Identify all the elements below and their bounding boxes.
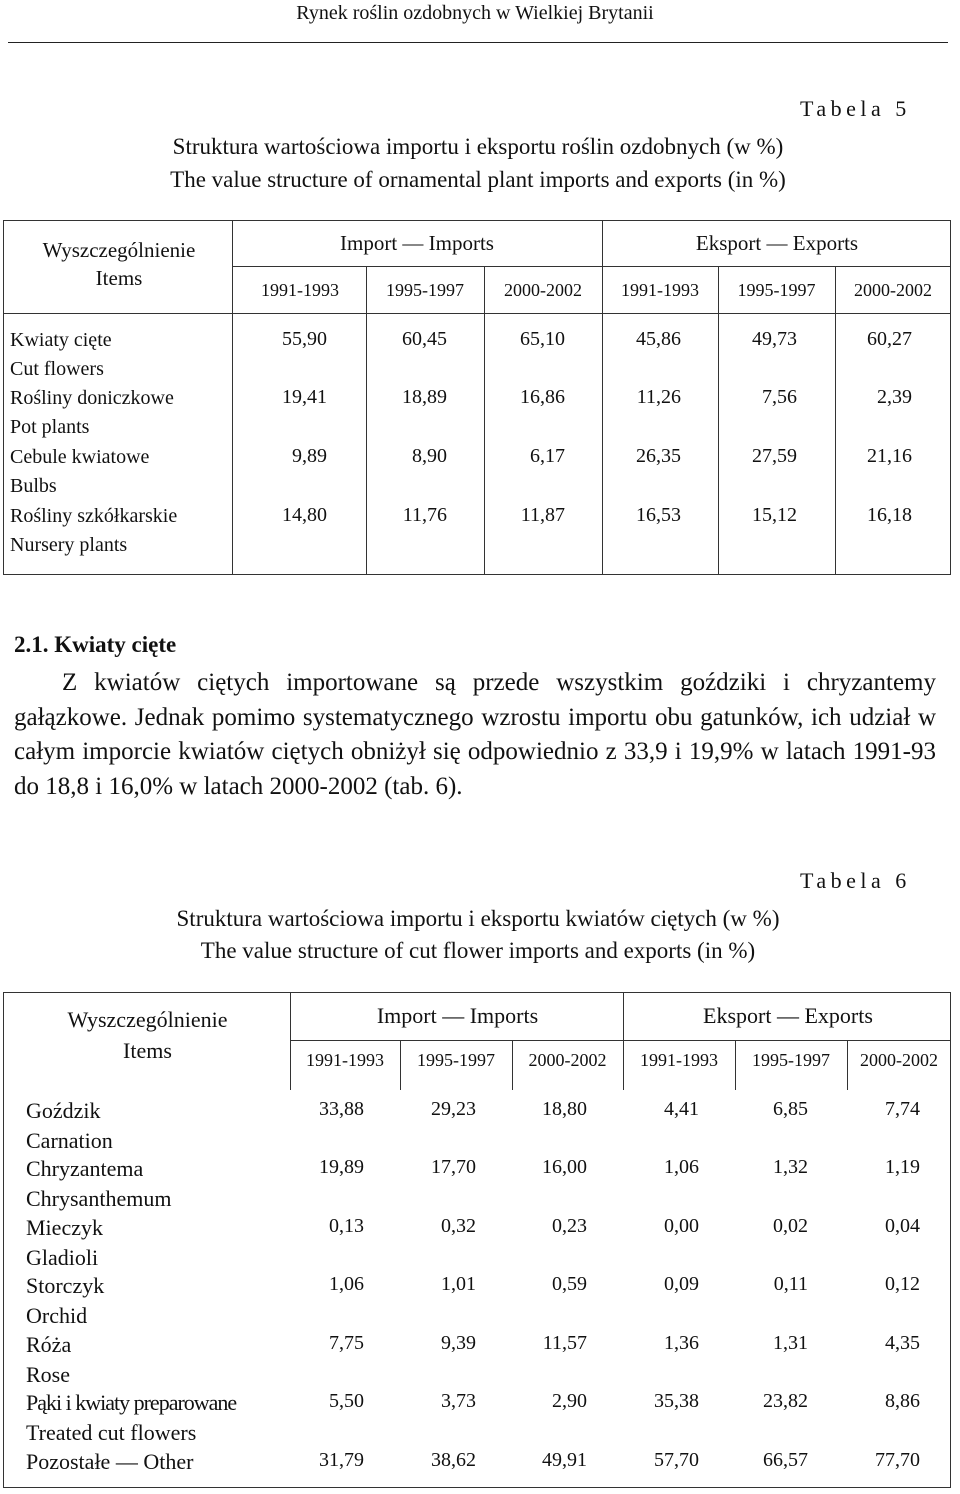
paragraph-text: Z kwiatów ciętych importowane są przede wszystkim goździki i chryzantemy gałązkowe. Jednak pomimo systematycznego wzrostu importu obu gatunków, ich udział w całym imporcie kwiatów ciętych obniżył się odpowiednio z 33,9 i 19,9% w latach 1991-93 do 18,8 i 16,0% w latach 2000-2002 (tab. 6). <box>14 669 936 800</box>
table5-cell: 16,53 <box>636 504 681 526</box>
table5-cell: 15,12 <box>752 504 797 526</box>
table6-cell: 0,32 <box>441 1215 476 1237</box>
table5-cell: 9,89 <box>292 445 327 467</box>
table5-cell: 49,73 <box>752 328 797 350</box>
table5-cell: 26,35 <box>636 445 681 467</box>
running-head: Rynek roślin ozdobnych w Wielkiej Brytanii <box>296 2 654 24</box>
table6-row-label-en: Orchid <box>26 1303 88 1328</box>
table5-row-label-pl: Cebule kwiatowe <box>10 446 150 468</box>
table5-cell: 60,27 <box>867 328 912 350</box>
table5-cell: 11,87 <box>520 504 565 526</box>
table6-cell: 8,86 <box>885 1390 920 1412</box>
table6-cell: 6,85 <box>773 1098 808 1120</box>
table5-row-label-en: Cut flowers <box>10 358 104 380</box>
table6-cell: 7,75 <box>329 1332 364 1354</box>
table5-year-header: 1991-1993 <box>261 280 339 300</box>
table6-cell: 16,00 <box>542 1156 587 1178</box>
table6-row-label-en: Chrysanthemum <box>26 1186 172 1211</box>
table6-items-header-en: Items <box>123 1038 172 1063</box>
table6-cell: 1,06 <box>664 1156 699 1178</box>
table6-row-label-en: Gladioli <box>26 1245 99 1270</box>
table6-cell: 49,91 <box>542 1449 587 1471</box>
table5-cell: 16,86 <box>520 386 565 408</box>
table5-row-label-en: Bulbs <box>10 475 57 497</box>
table6-cell: 35,38 <box>654 1390 699 1412</box>
table6-divider <box>623 992 624 1090</box>
table6-row-label-pl: Mieczyk <box>26 1215 103 1240</box>
section-paragraph <box>14 666 936 804</box>
table5-divider <box>232 220 233 575</box>
table6-row-label-pl: Róża <box>26 1332 72 1357</box>
table5-export-header: Eksport — Exports <box>695 231 859 255</box>
table5-cell: 8,90 <box>412 445 447 467</box>
table5-cell: 27,59 <box>752 445 797 467</box>
table6-cell: 33,88 <box>319 1098 364 1120</box>
table6-cell: 1,32 <box>773 1156 808 1178</box>
table5-caption-pl: Struktura wartościowa importu i eksportu roślin ozdobnych (w %) <box>172 134 784 159</box>
table6-cell: 17,70 <box>431 1156 476 1178</box>
table6-cell: 0,59 <box>552 1273 587 1295</box>
table6-row-label-pl: Pozostałe — Other <box>26 1449 194 1474</box>
table5-divider <box>602 220 603 575</box>
table6-year-header: 1995-1997 <box>417 1050 495 1070</box>
table6-row-label-pl: Storczyk <box>26 1273 105 1298</box>
table5-divider <box>232 266 951 267</box>
table6-row-label-pl: Chryzantema <box>26 1156 144 1181</box>
table6-cell: 38,62 <box>431 1449 476 1471</box>
table6-cell: 77,70 <box>875 1449 920 1471</box>
table6-divider <box>290 1040 951 1041</box>
table5-cell: 65,10 <box>520 328 565 350</box>
table6-year-header: 1991-1993 <box>306 1050 384 1070</box>
table6-caption-en: The value structure of cut flower imports and exports (in %) <box>200 938 756 963</box>
table5-row-label-pl: Rośliny szkółkarskie <box>10 505 178 527</box>
table5-label: Tabela 5 <box>800 96 911 121</box>
table6-cell: 29,23 <box>431 1098 476 1120</box>
table5-import-header: Import — Imports <box>340 231 494 255</box>
table6-cell: 0,11 <box>773 1273 808 1295</box>
table5-cell: 45,86 <box>636 328 681 350</box>
table5-row-label-en: Nursery plants <box>10 534 128 556</box>
table6-cell: 5,50 <box>329 1390 364 1412</box>
table6-year-header: 1995-1997 <box>752 1050 830 1070</box>
table6-cell: 7,74 <box>885 1098 920 1120</box>
table6-items-header-pl: Wyszczególnienie <box>67 1007 228 1032</box>
table6-cell: 0,09 <box>664 1273 699 1295</box>
table6-cell: 2,90 <box>552 1390 587 1412</box>
table6-cell: 4,41 <box>664 1098 699 1120</box>
table6-cell: 1,06 <box>329 1273 364 1295</box>
table6-cell: 0,13 <box>329 1215 364 1237</box>
table6-cell: 1,01 <box>441 1273 476 1295</box>
table5-year-header: 2000-2002 <box>504 280 582 300</box>
table5-year-header: 2000-2002 <box>854 280 932 300</box>
table6-cell: 1,19 <box>885 1156 920 1178</box>
table5-cell: 11,76 <box>402 504 447 526</box>
table6-row-label-pl: Goździk <box>26 1098 101 1123</box>
table6-cell: 0,02 <box>773 1215 808 1237</box>
table6-year-header: 1991-1993 <box>640 1050 718 1070</box>
table5-divider <box>3 313 951 314</box>
table6-row-label-en: Carnation <box>26 1128 113 1153</box>
table6-year-header: 2000-2002 <box>860 1050 938 1070</box>
table5-cell: 60,45 <box>402 328 447 350</box>
table6-export-header: Eksport — Exports <box>703 1003 873 1028</box>
table6-cell: 1,36 <box>664 1332 699 1354</box>
table6-cell: 0,00 <box>664 1215 699 1237</box>
table5-caption-en: The value structure of ornamental plant imports and exports (in %) <box>170 167 786 192</box>
section-heading: 2.1. Kwiaty cięte <box>14 632 177 657</box>
table6-row-label-pl: Pąki i kwiaty preparowane <box>26 1390 237 1415</box>
table5-row-label-pl: Rośliny doniczkowe <box>10 387 174 409</box>
table6-cell: 4,35 <box>885 1332 920 1354</box>
table5-year-header: 1995-1997 <box>386 280 464 300</box>
table5-cell: 19,41 <box>282 386 327 408</box>
table5-cell: 14,80 <box>282 504 327 526</box>
table6-cell: 19,89 <box>319 1156 364 1178</box>
table6-cell: 3,73 <box>441 1390 476 1412</box>
table6-cell: 23,82 <box>763 1390 808 1412</box>
table6-import-header: Import — Imports <box>376 1003 539 1028</box>
table6-cell: 1,31 <box>773 1332 808 1354</box>
table5-row-label-pl: Kwiaty cięte <box>10 329 112 351</box>
table5-cell: 11,26 <box>636 386 681 408</box>
table5-cell: 55,90 <box>282 328 327 350</box>
table6-label: Tabela 6 <box>800 868 911 893</box>
table6-row-label-en: Treated cut flowers <box>26 1420 197 1445</box>
table5-year-header: 1995-1997 <box>737 280 816 300</box>
table6-cell: 0,23 <box>552 1215 587 1237</box>
table5-year-header: 1991-1993 <box>621 280 699 300</box>
table6-caption-pl: Struktura wartościowa importu i eksportu kwiatów ciętych (w %) <box>176 906 780 931</box>
table5-cell: 21,16 <box>867 445 912 467</box>
table6-cell: 57,70 <box>654 1449 699 1471</box>
table5-row-label-en: Pot plants <box>10 416 90 438</box>
header-rule <box>8 42 948 43</box>
table6-divider <box>290 992 291 1090</box>
table5-items-header-en: Items <box>95 266 143 290</box>
table6-cell: 9,39 <box>441 1332 476 1354</box>
table6-cell: 11,57 <box>542 1332 587 1354</box>
table5-items-header-pl: Wyszczególnienie <box>42 238 196 262</box>
table5-cell: 16,18 <box>867 504 912 526</box>
table6-row-label-en: Rose <box>26 1362 70 1387</box>
table5-cell: 18,89 <box>402 386 447 408</box>
table6-cell: 66,57 <box>763 1449 808 1471</box>
table5-cell: 6,17 <box>530 445 565 467</box>
table6-cell: 0,04 <box>885 1215 920 1237</box>
table6-cell: 31,79 <box>319 1449 364 1471</box>
table6-cell: 18,80 <box>542 1098 587 1120</box>
table5-cell: 2,39 <box>877 386 912 408</box>
table6-year-header: 2000-2002 <box>528 1050 607 1070</box>
table6-cell: 0,12 <box>885 1273 920 1295</box>
table5-cell: 7,56 <box>762 386 797 408</box>
